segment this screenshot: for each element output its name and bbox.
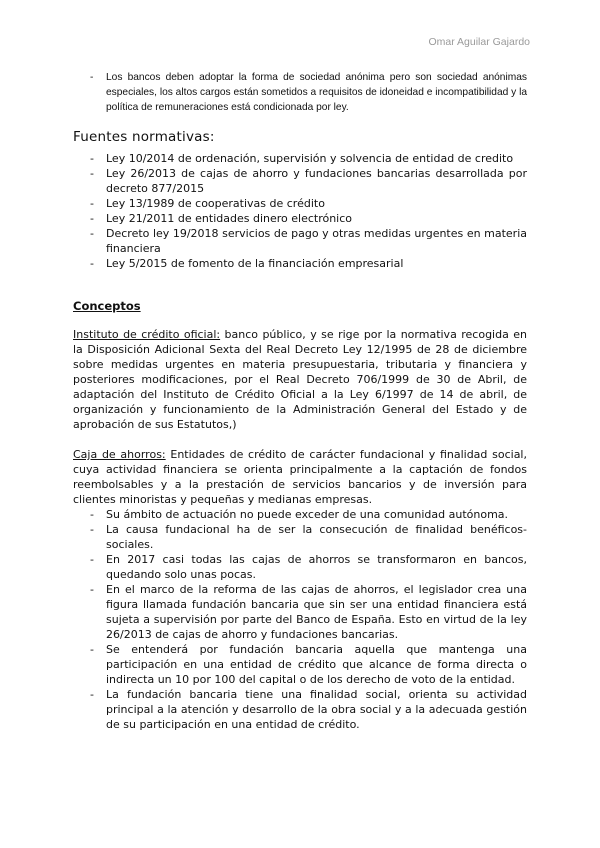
ico-paragraph bbox=[73, 327, 527, 432]
cajas-bullet: - En 2017 casi todas las cajas de ahorros se transformaron en bancos, quedando solo unas pocas. bbox=[73, 552, 527, 582]
intro-list bbox=[73, 70, 527, 115]
header-author: Omar Aguilar Gajardo bbox=[428, 36, 530, 48]
ico-term: Instituto de crédito oficial: bbox=[73, 328, 221, 341]
source-item: - Decreto ley 19/2018 servicios de pago y otras medidas urgentes en materia financiera bbox=[73, 226, 527, 256]
cajas-bullet: - Su ámbito de actuación no puede exceder de una comunidad autónoma. bbox=[73, 507, 527, 522]
source-item: - Ley 13/1989 de cooperativas de crédito bbox=[73, 196, 527, 211]
concepts-heading: Conceptos bbox=[73, 299, 141, 313]
intro-bullet: - Los bancos deben adoptar la forma de sociedad anónima pero son sociedad anónimas especiales, los altos cargos están sometidos a requisitos de idoneidad e incompatibilidad y la política de remuneraciones está condicionada por ley. bbox=[73, 70, 527, 115]
cajas-text: Entidades de crédito de carácter fundacional y finalidad social, cuya actividad financiera se orienta principalmente a la captación de fondos reembolsables y a la prestación de servicios bancarios y de inversión para clientes minoristas y pequeñas y medianas empresas. bbox=[73, 448, 527, 506]
cajas-list bbox=[73, 507, 527, 732]
source-item: - Ley 26/2013 de cajas de ahorro y fundaciones bancarias desarrollada por decreto 877/2015 bbox=[73, 166, 527, 196]
spacer bbox=[73, 432, 527, 447]
source-item: - Ley 21/2011 de entidades dinero electrónico bbox=[73, 211, 527, 226]
cajas-term: Caja de ahorros: bbox=[73, 448, 166, 461]
source-item: - Ley 5/2015 de fomento de la financiación empresarial bbox=[73, 256, 527, 271]
sources-list bbox=[73, 151, 527, 271]
ico-text: banco público, y se rige por la normativa recogida en la Disposición Adicional Sexta del Real Decreto Ley 12/1995 de 28 de diciembre sobre medidas urgentes en materia presupuestaria, tributaria y financiera y posteriores modificaciones, por el Real Decreto 706/1999 de 30 de Abril, de adaptación del Instituto de Crédito Oficial a la Ley 6/1997 de 14 de abril, de organización y funcionamiento de la Administración General del Estado y de aprobación de sus Estatutos,) bbox=[73, 328, 527, 431]
cajas-paragraph bbox=[73, 447, 527, 507]
cajas-bullet: - La causa fundacional ha de ser la consecución de finalidad benéficos-sociales. bbox=[73, 522, 527, 552]
sources-heading: Fuentes normativas: bbox=[73, 129, 215, 145]
cajas-bullet: - Se entenderá por fundación bancaria aquella que mantenga una participación en una entidad de crédito que alcance de forma directa o indirecta un 10 por 100 del capital o de los derecho de voto de la entidad. bbox=[73, 642, 527, 687]
cajas-bullet: - La fundación bancaria tiene una finalidad social, orienta su actividad principal a la atención y desarrollo de la obra social y a la adecuada gestión de su participación en una entidad de crédito. bbox=[73, 687, 527, 732]
cajas-bullet: - En el marco de la reforma de las cajas de ahorros, el legislador crea una figura llamada fundación bancaria que sin ser una entidad financiera está sujeta a supervisión por parte del Banco de España. Esto en virtud de la ley 26/2013 de cajas de ahorro y fundaciones bancarias. bbox=[73, 582, 527, 642]
document-body bbox=[73, 70, 527, 732]
source-item: - Ley 10/2014 de ordenación, supervisión y solvencia de entidad de credito bbox=[73, 151, 527, 166]
